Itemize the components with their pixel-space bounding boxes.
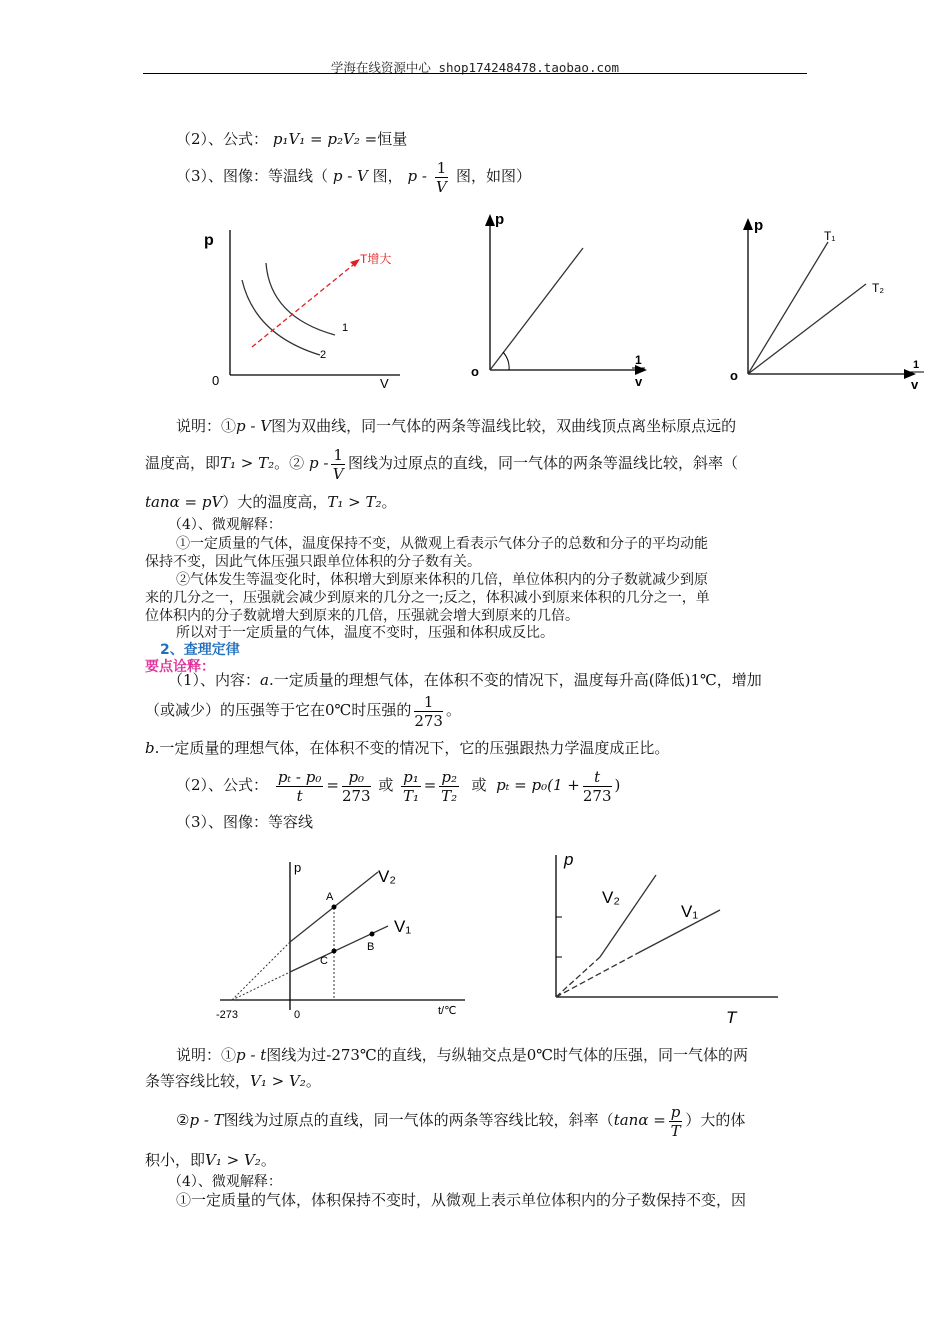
pT-isochore-figure	[538, 845, 788, 1030]
formula: p -	[407, 167, 427, 185]
fraction: $\frac{\text{pₜ - p₀}}{t}$	[277, 767, 322, 805]
text: （1）、内容：	[168, 671, 261, 689]
text: =恒量	[364, 130, 408, 148]
text: .一定质量的理想气体，在体积不变的情况下，它的压强跟热力学温度成正比。	[154, 739, 670, 757]
formula: p - T	[189, 1111, 224, 1129]
micro-title: （4）、微观解释：	[168, 517, 282, 533]
text: 图线为过原点的直线，同一气体的两条等温线比较，斜率（	[347, 454, 738, 472]
point-label-b: B	[367, 941, 375, 953]
fraction: $\frac{1}{273}$	[414, 692, 443, 730]
text: =	[423, 776, 437, 794]
text: 图，如图）	[456, 167, 532, 185]
text: 说明：①	[176, 1046, 237, 1064]
boyle-formula-line	[176, 129, 407, 149]
line-label-v2: V₂	[378, 867, 396, 886]
text: 或	[378, 776, 394, 794]
key-points-label: 要点诠释：	[145, 659, 215, 675]
axis-label-p: p	[495, 211, 505, 228]
text: ②	[176, 1111, 190, 1129]
text: 。	[260, 1151, 276, 1169]
axis-label-p: p	[204, 232, 214, 249]
charles-formula-line	[176, 765, 620, 805]
text: 。	[305, 1072, 321, 1090]
fraction: $\frac{p}{T}$	[670, 1102, 681, 1140]
text: 。	[445, 701, 461, 719]
formula: p₁V₁ = p₂V₂	[272, 130, 360, 148]
micro-3: 所以对于一定质量的气体，温度不变时，压强和体积成反比。	[176, 625, 554, 641]
isochore-note-4	[145, 1150, 276, 1170]
text: a	[260, 671, 269, 689]
note-1	[176, 416, 736, 436]
isotherm-line	[176, 156, 531, 196]
note-3	[145, 492, 396, 512]
text: 图，	[372, 167, 403, 185]
text: 。	[381, 493, 397, 511]
micro-2-1: ①一定质量的气体，体积保持不变时，从微观上表示单位体积内的分子数保持不变，因	[176, 1191, 747, 1209]
axis-label-p: p	[564, 850, 574, 869]
text: 。②	[274, 454, 305, 472]
text: 图线为过原点的直线，同一气体的两条等容线比较，斜率（	[223, 1111, 614, 1129]
isochore-note-2	[145, 1071, 321, 1091]
text: 图线为过-273℃的直线，与纵轴交点是0℃时气体的压强，同一气体的两	[266, 1046, 749, 1064]
point-label-c: C	[320, 955, 328, 967]
micro-title-2: （4）、微观解释：	[168, 1174, 282, 1190]
formula: V₁ > V₂	[205, 1151, 261, 1169]
text: 条等容线比较，	[145, 1072, 251, 1090]
isochore-title: （3）、图像：等容线	[176, 813, 314, 831]
origin-label: o	[471, 364, 479, 379]
axis-label-one: 1	[913, 359, 920, 371]
point-label-a: A	[326, 891, 334, 903]
formula: p - V	[332, 167, 368, 185]
fraction: $\frac{t}{273}$	[582, 767, 612, 805]
micro-1b: 保持不变，因此气体压强只跟单位体积的分子数有关。	[145, 554, 481, 570]
formula: tanα =	[613, 1111, 666, 1129]
axis-label-t: t/℃	[438, 1005, 457, 1017]
axis-label-one: 1	[635, 353, 642, 367]
fraction: $\frac{\text{p₁}}{\text{T₁}}$	[402, 767, 419, 805]
line-label-v1: V₁	[681, 902, 699, 921]
curve-label-2: 2	[320, 349, 327, 361]
content-line-3	[145, 738, 669, 758]
fraction: $\frac{1}{V}$	[332, 445, 344, 483]
line-label-t1: T₁	[824, 229, 836, 243]
header-rule	[143, 73, 807, 74]
formula: T₁ > T₂	[220, 454, 275, 472]
tick-label-zero: 0	[294, 1009, 301, 1021]
micro-1: ①一定质量的气体，温度保持不变，从微观上看表示气体分子的总数和分子的平均动能	[176, 536, 708, 552]
text: ）大的温度高，	[222, 493, 328, 511]
fraction: $\frac{1}{V}$	[436, 158, 447, 196]
axis-label-p: p	[294, 860, 302, 875]
line-label-v2: V₂	[602, 888, 620, 907]
formula: pₜ = p₀(1 +	[496, 776, 580, 794]
formula: p - V	[236, 417, 272, 435]
text: =	[326, 776, 339, 794]
text: 或	[471, 776, 487, 794]
isochore-note-1	[176, 1045, 748, 1065]
text: 积小，即	[145, 1151, 206, 1169]
formula: V₁ > V₂	[250, 1072, 306, 1090]
p-inverse-v-figure	[465, 210, 655, 395]
pt-isochore-figure	[210, 850, 475, 1030]
fraction: $\frac{\text{p₀}}{273}$	[341, 767, 371, 805]
axis-label-v: v	[635, 374, 643, 389]
content-line-2	[145, 690, 461, 730]
text: （3）、图像：等温线（	[176, 167, 329, 185]
axis-label-v: V	[380, 376, 389, 391]
text: )	[614, 776, 621, 794]
axis-label-p: p	[754, 217, 764, 234]
text: 温度高，即	[145, 454, 221, 472]
axis-label-v: v	[911, 377, 919, 392]
text: （或减少）的压强等于它在0℃时压强的	[145, 701, 412, 719]
axis-label-T: T	[726, 1008, 737, 1027]
text: （2）、公式：	[176, 776, 269, 794]
micro-2b: 来的几分之一，压强就会减少到原来的几分之一;反之，体积减小到原来体积的几分之一，单	[145, 590, 710, 606]
pv-isotherm-figure	[200, 225, 410, 395]
arrow-label: T增大	[360, 252, 392, 266]
formula: p - t	[236, 1046, 267, 1064]
text: ）大的体	[685, 1111, 746, 1129]
micro-2: ②气体发生等温变化时，体积增大到原来体积的几倍，单位体积内的分子数就减少到原	[176, 572, 708, 588]
line-label-t2: T₂	[872, 281, 884, 295]
text: （2）、公式：	[176, 130, 269, 148]
section-title-charles: 2、查理定律	[160, 642, 240, 658]
note-2	[145, 443, 738, 483]
content-line-1	[168, 670, 762, 690]
text: 说明：①	[176, 417, 237, 435]
p-inverse-v-two-temps-figure	[728, 212, 933, 397]
line-label-v1: V₁	[394, 917, 412, 936]
fraction: $\frac{\text{p₂}}{\text{T₂}}$	[441, 767, 458, 805]
text: b	[145, 739, 155, 757]
tick-label-minus273: -273	[216, 1009, 239, 1021]
origin-label: o	[730, 368, 738, 383]
formula: p -	[308, 454, 329, 472]
origin-label: 0	[212, 373, 220, 388]
micro-2c: 位体积内的分子数就增大到原来的几倍，压强就会增大到原来的几倍。	[145, 608, 579, 624]
curve-label-1: 1	[342, 322, 349, 334]
formula: tanα = pV	[145, 493, 223, 511]
formula: T₁ > T₂	[327, 493, 382, 511]
page-header: 学海在线资源中心 shop174248478.taobao.com	[330, 60, 620, 75]
isochore-note-3	[176, 1100, 745, 1140]
text: 图为双曲线，同一气体的两条等温线比较，双曲线顶点离坐标原点远的	[271, 417, 737, 435]
text: .一定质量的理想气体，在体积不变的情况下，温度每升高(降低)1℃，增加	[269, 671, 762, 689]
